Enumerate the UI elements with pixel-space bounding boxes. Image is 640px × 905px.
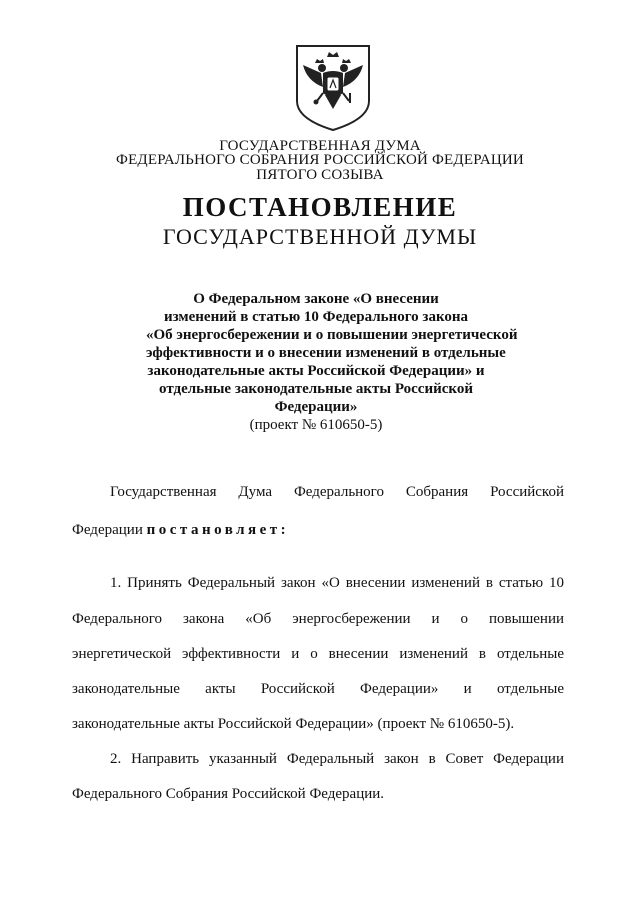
subject-line: эффективности и о внесении изменений в отдельные bbox=[146, 345, 506, 361]
document-subtitle: ГОСУДАРСТВЕННОЙ ДУМЫ bbox=[162, 224, 478, 249]
item1-line: 1. Принять Федеральный закон «О внесении изменений в статью 10 bbox=[110, 575, 564, 591]
subject-line: «Об энергосбережении и о повышении энергетической bbox=[146, 327, 518, 343]
subject-line: Федерации» bbox=[274, 399, 358, 415]
subject-line: законодательные акты Российской Федерации» и bbox=[147, 363, 485, 379]
header-line-duma: ГОСУДАРСТВЕННАЯ ДУМА bbox=[219, 138, 421, 154]
preamble-text: Федерации bbox=[72, 522, 147, 538]
item1-line: законодательные акты Российской Федерации» (проект № 610650-5). bbox=[72, 716, 515, 732]
item2-line: 2. Направить указанный Федеральный закон в Совет Федерации bbox=[110, 751, 564, 767]
preamble-line: Государственная Дума Федерального Собрания Российской bbox=[110, 484, 564, 500]
header-line-assembly: ФЕДЕРАЛЬНОГО СОБРАНИЯ РОССИЙСКОЙ ФЕДЕРАЦИИ bbox=[116, 152, 524, 168]
item1-line: Федерального закона «Об энергосбережении и о повышении bbox=[72, 611, 564, 627]
resolves-word: постановляет: bbox=[146, 522, 290, 538]
subject-line: О Федеральном законе «О внесении bbox=[193, 291, 439, 307]
item2-line: Федерального Собрания Российской Федерации. bbox=[72, 786, 385, 802]
subject-line: отдельные законодательные акты Российской bbox=[159, 381, 473, 397]
subject-line: изменений в статью 10 Федерального закона bbox=[163, 309, 469, 325]
item1-line: законодательные акты Российской Федерации» и отдельные bbox=[72, 681, 564, 697]
header-line-convocation: ПЯТОГО СОЗЫВА bbox=[256, 167, 384, 183]
state-emblem-icon bbox=[293, 43, 373, 133]
item1-line: энергетической эффективности и о внесении изменений в отдельные bbox=[72, 646, 564, 662]
project-number: (проект № 610650-5) bbox=[249, 417, 383, 433]
document-title: ПОСТАНОВЛЕНИЕ bbox=[182, 192, 458, 222]
document-subject bbox=[146, 290, 518, 434]
preamble-line bbox=[72, 522, 289, 539]
